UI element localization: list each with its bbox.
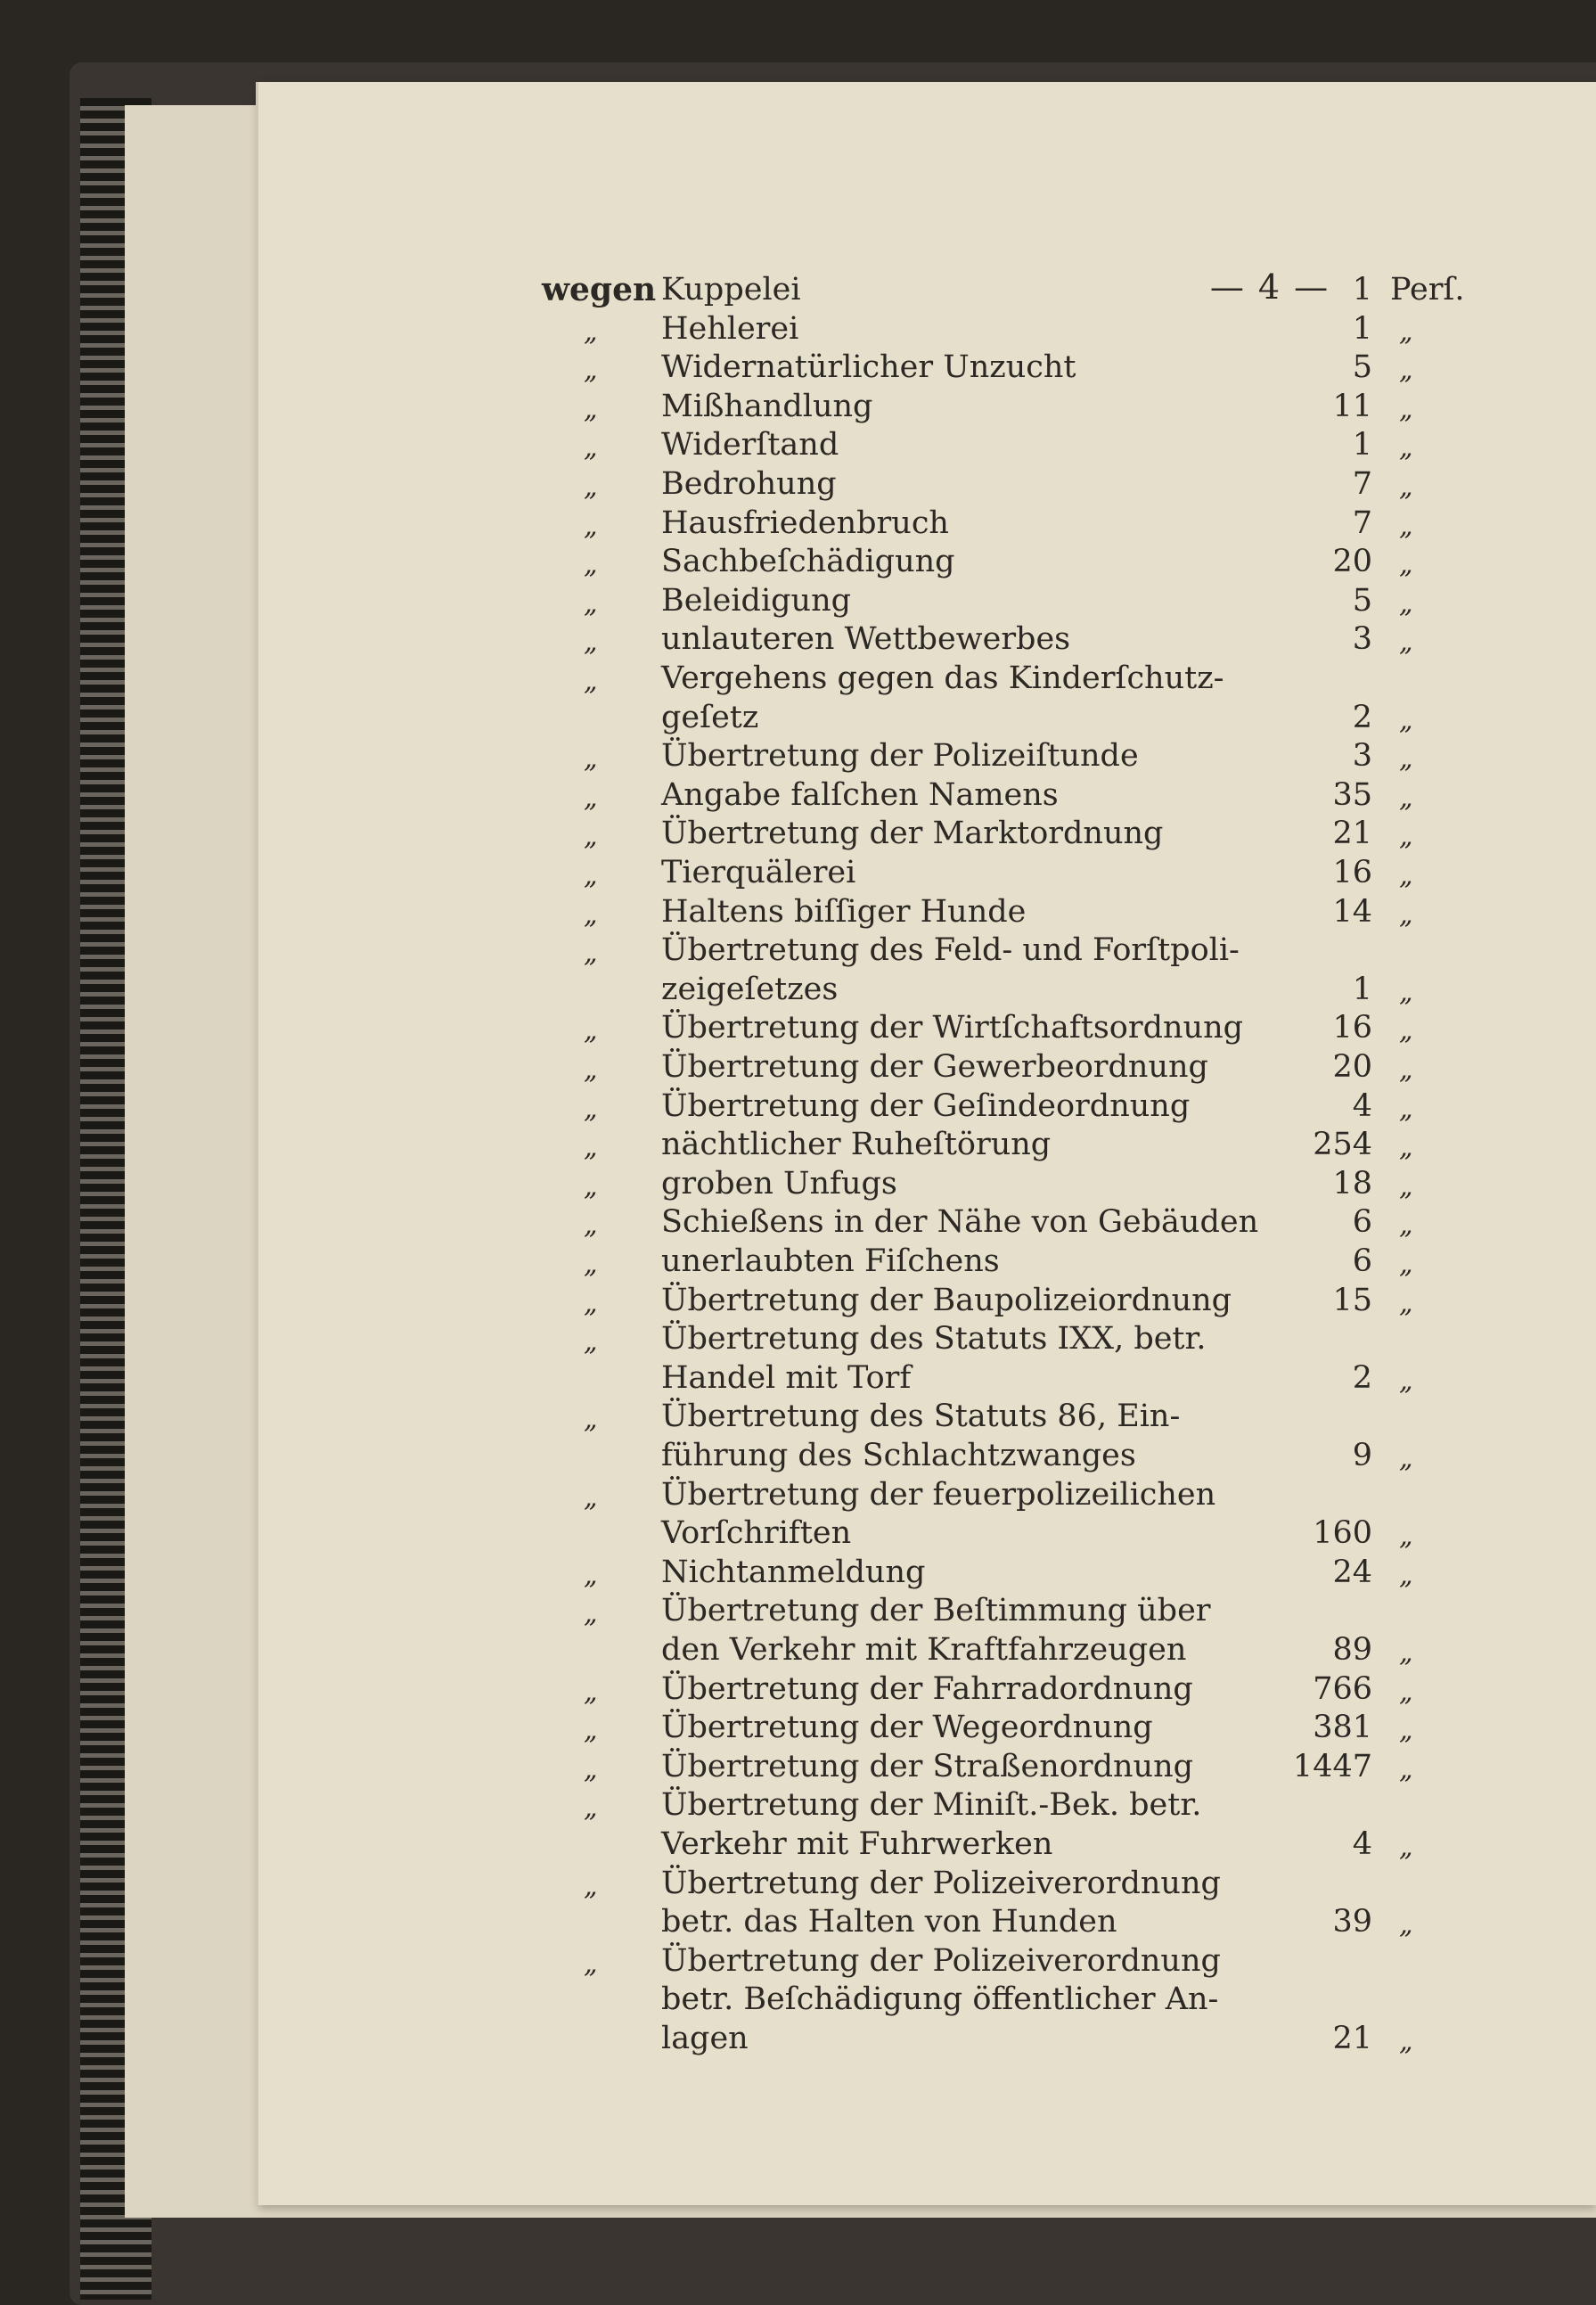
offense-entry: [258, 1864, 1596, 1941]
offense-text: Beleidigung: [661, 582, 852, 619]
offense-count: 1: [1352, 971, 1372, 1007]
offense-count: 1: [1352, 272, 1372, 308]
ditto-mark: „: [584, 1948, 598, 1980]
offense-entry: [258, 1164, 1596, 1203]
offense-text: Übertretung der Geſindeordnung: [661, 1087, 1191, 1124]
persons-unit: Perſ.: [1390, 272, 1465, 308]
offense-text: Vergehens gegen das Kinderſchutz-: [661, 660, 1224, 696]
offense-count: 3: [1352, 621, 1372, 658]
unit-ditto-mark: „: [1399, 549, 1413, 581]
unit-ditto-mark: „: [1399, 1287, 1413, 1319]
ditto-mark: „: [584, 1054, 598, 1086]
unit-ditto-mark: „: [1399, 1559, 1413, 1591]
unit-ditto-mark: „: [1399, 472, 1413, 503]
offense-count: 21: [1332, 816, 1372, 852]
unit-ditto-mark: „: [1399, 2025, 1413, 2057]
unit-ditto-mark: „: [1399, 1210, 1413, 1242]
ditto-mark: „: [584, 938, 598, 970]
offense-count: 11: [1332, 388, 1372, 424]
offense-text: Übertretung der Gewerbeordnung: [661, 1049, 1208, 1085]
offense-count: 18: [1332, 1165, 1372, 1202]
ditto-mark: „: [584, 627, 598, 659]
offense-count: 2: [1352, 699, 1372, 735]
unit-ditto-mark: „: [1399, 510, 1413, 542]
offense-text: Übertretung des Statuts 86, Ein-: [661, 1399, 1181, 1435]
offense-count: 35: [1332, 776, 1372, 813]
offense-count: 254: [1313, 1127, 1372, 1163]
offense-entry: [258, 504, 1596, 543]
ditto-mark: „: [584, 1676, 598, 1708]
unit-ditto-mark: „: [1399, 355, 1413, 387]
ditto-mark: „: [584, 743, 598, 775]
offense-text: betr. das Halten von Hunden: [661, 1904, 1117, 1940]
offense-entry: [258, 1319, 1596, 1397]
ditto-mark: „: [584, 1287, 598, 1319]
offense-count: 4: [1352, 1087, 1372, 1124]
offense-text: unlauteren Wettbewerbes: [661, 621, 1071, 658]
offense-text: Übertretung des Statuts IXX, betr.: [661, 1321, 1207, 1358]
unit-ditto-mark: „: [1399, 743, 1413, 775]
offense-text: Übertretung der Polizeiverordnung: [661, 1865, 1221, 1901]
offense-text: Schießens in der Nähe von Gebäuden: [661, 1204, 1259, 1241]
offense-text: geſetz: [661, 699, 759, 735]
offense-entry: [258, 387, 1596, 426]
offense-count: 14: [1332, 893, 1372, 930]
offense-count: 381: [1313, 1710, 1372, 1746]
offense-count: 15: [1332, 1282, 1372, 1318]
unit-ditto-mark: „: [1399, 1636, 1413, 1669]
ditto-mark: „: [584, 1210, 598, 1242]
offense-entry: [258, 619, 1596, 659]
offense-text: lagen: [661, 2020, 749, 2056]
document-page: [258, 82, 1596, 2205]
offense-text: zeigeſetzes: [661, 971, 839, 1007]
unit-ditto-mark: „: [1399, 704, 1413, 736]
offense-count: 89: [1332, 1631, 1372, 1668]
offense-entry: [258, 892, 1596, 931]
offense-text: Übertretung des Feld- und Forſtpoli-: [661, 932, 1240, 969]
ditto-mark: „: [584, 821, 598, 853]
offense-entry: [258, 1747, 1596, 1786]
offense-entry: [258, 1669, 1596, 1709]
offense-count: 24: [1332, 1554, 1372, 1590]
offense-text: betr. Beſchädigung öffentlicher An-: [661, 1981, 1219, 2018]
offense-text: Sachbeſchädigung: [661, 544, 955, 580]
offense-count: 1: [1352, 310, 1372, 347]
offense-count: 1447: [1292, 1748, 1372, 1784]
offense-entry: [258, 931, 1596, 1008]
offense-count: 9: [1352, 1437, 1372, 1473]
offense-text: Mißhandlung: [661, 388, 873, 424]
offense-text: Nichtanmeldung: [661, 1554, 926, 1590]
offense-text: Handel mit Torf: [661, 1359, 912, 1396]
offense-text: Widerſtand: [661, 427, 839, 463]
unit-ditto-mark: „: [1399, 860, 1413, 891]
unit-ditto-mark: „: [1399, 587, 1413, 619]
offense-count: 7: [1352, 504, 1372, 541]
offense-entry: [258, 1475, 1596, 1553]
unit-ditto-mark: „: [1399, 1015, 1413, 1047]
unit-ditto-mark: „: [1399, 898, 1413, 931]
ditto-mark: „: [584, 666, 598, 697]
ditto-mark: „: [584, 472, 598, 503]
ditto-mark: „: [584, 1559, 598, 1591]
offense-text: Angabe falſchen Namens: [661, 776, 1059, 813]
offense-count: 20: [1332, 544, 1372, 580]
offense-entry: [258, 425, 1596, 464]
offense-count: 1: [1352, 427, 1372, 463]
unit-ditto-mark: „: [1399, 1170, 1413, 1202]
offense-entry: [258, 736, 1596, 775]
ditto-mark: „: [584, 1481, 598, 1513]
unit-ditto-mark: „: [1399, 1909, 1413, 1941]
offense-text: unerlaubten Fiſchens: [661, 1243, 1000, 1279]
unit-ditto-mark: „: [1399, 1132, 1413, 1164]
ditto-mark: „: [584, 1792, 598, 1825]
ditto-mark: „: [584, 1093, 598, 1125]
offense-text: Bedrohung: [661, 466, 837, 502]
offense-count: 39: [1332, 1904, 1372, 1940]
offense-entry: [258, 1047, 1596, 1087]
unit-ditto-mark: „: [1399, 976, 1413, 1008]
offense-entry: [258, 1785, 1596, 1863]
offense-text: Übertretung der Wirtſchaftsordnung: [661, 1010, 1244, 1046]
offense-entry: [258, 659, 1596, 736]
offense-count: 6: [1352, 1204, 1372, 1241]
offense-text: Übertretung der Baupolizeiordnung: [661, 1282, 1232, 1318]
offense-text: den Verkehr mit Kraftfahrzeugen: [661, 1631, 1187, 1668]
offense-text: Verkehr mit Fuhrwerken: [661, 1825, 1053, 1862]
unit-ditto-mark: „: [1399, 1365, 1413, 1397]
offense-count: 20: [1332, 1049, 1372, 1085]
wegen-label: wegen: [542, 271, 657, 308]
offense-text: Übertretung der Straßenordnung: [661, 1748, 1194, 1784]
offense-count: 3: [1352, 738, 1372, 775]
offense-entry: [258, 1125, 1596, 1164]
ditto-mark: „: [584, 1715, 598, 1747]
offense-entry: [258, 1087, 1596, 1126]
ditto-mark: „: [584, 587, 598, 619]
offense-text: Übertretung der Polizeiverordnung: [661, 1942, 1221, 1979]
offense-count: 7: [1352, 466, 1372, 502]
offense-text: Übertretung der Fahrradordnung: [661, 1670, 1193, 1707]
offense-entry: [258, 853, 1596, 892]
unit-ditto-mark: „: [1399, 782, 1413, 814]
unit-ditto-mark: „: [1399, 393, 1413, 425]
offense-text: Übertretung der Marktordnung: [661, 816, 1164, 852]
ditto-mark: „: [584, 1132, 598, 1164]
offense-text: Hehlerei: [661, 310, 799, 347]
ditto-mark: „: [584, 1404, 598, 1436]
offense-entry: [258, 1553, 1596, 1592]
ditto-mark: „: [584, 860, 598, 891]
offense-text: Übertretung der feuerpolizeilichen: [661, 1476, 1216, 1513]
offense-text: Übertretung der Beſtimmung über: [661, 1593, 1211, 1629]
offense-text: nächtlicher Ruheſtörung: [661, 1127, 1052, 1163]
offense-text: Übertretung der Wegeordnung: [661, 1710, 1153, 1746]
ditto-mark: „: [584, 1598, 598, 1630]
offense-text: groben Unfugs: [661, 1165, 897, 1202]
ditto-mark: „: [584, 1170, 598, 1202]
unit-ditto-mark: „: [1399, 1093, 1413, 1125]
ditto-mark: „: [584, 1015, 598, 1047]
offense-text: Tierquälerei: [661, 855, 856, 890]
offense-count: 5: [1352, 582, 1372, 619]
ditto-mark: „: [584, 355, 598, 387]
offense-entry: [258, 1397, 1596, 1474]
unit-ditto-mark: „: [1399, 1442, 1413, 1474]
ditto-mark: „: [584, 1753, 598, 1785]
unit-ditto-mark: „: [1399, 1753, 1413, 1785]
unit-ditto-mark: „: [1399, 316, 1413, 348]
ditto-mark: „: [584, 1326, 598, 1358]
offense-count: 16: [1332, 1010, 1372, 1046]
offense-count: 2: [1352, 1359, 1372, 1396]
unit-ditto-mark: „: [1399, 1249, 1413, 1280]
unit-ditto-mark: „: [1399, 432, 1413, 464]
offense-count: 16: [1332, 855, 1372, 890]
offense-count: 5: [1352, 349, 1372, 386]
offense-entry: [258, 1281, 1596, 1320]
offense-text: Widernatürlicher Unzucht: [661, 349, 1076, 386]
offense-entry: [258, 814, 1596, 853]
offense-text: Übertretung der Polizeiſtunde: [661, 738, 1139, 775]
offense-text: Hausfriedenbruch: [661, 504, 949, 541]
offense-text: Haltens biſſiger Hunde: [661, 893, 1027, 930]
offense-count: 766: [1313, 1670, 1372, 1707]
offense-text: führung des Schlachtzwanges: [661, 1437, 1136, 1473]
ditto-mark: „: [584, 432, 598, 464]
unit-ditto-mark: „: [1399, 1521, 1413, 1553]
page-number: — 4 —: [1209, 267, 1330, 307]
offense-text: Vorſchriften: [661, 1515, 852, 1552]
ditto-mark: „: [584, 316, 598, 348]
unit-ditto-mark: „: [1399, 1715, 1413, 1747]
offense-entry: [258, 775, 1596, 815]
unit-ditto-mark: „: [1399, 1831, 1413, 1863]
offense-entry: [258, 1242, 1596, 1281]
offense-count: 160: [1313, 1515, 1372, 1552]
offense-entry: [258, 542, 1596, 581]
offense-entry: [258, 1941, 1596, 2058]
offense-count: 6: [1352, 1243, 1372, 1279]
ditto-mark: „: [584, 898, 598, 931]
offense-entry: [258, 464, 1596, 504]
offense-entry: [258, 1708, 1596, 1747]
ditto-mark: „: [584, 1870, 598, 1902]
offense-count: 4: [1352, 1825, 1372, 1862]
ditto-mark: „: [584, 393, 598, 425]
offense-entry: [258, 309, 1596, 349]
offense-entry: [258, 1202, 1596, 1242]
unit-ditto-mark: „: [1399, 821, 1413, 853]
ditto-mark: „: [584, 1249, 598, 1280]
offense-entry: [258, 1591, 1596, 1669]
offense-text: Übertretung der Miniſt.-Bek. betr.: [661, 1787, 1202, 1824]
unit-ditto-mark: „: [1399, 1054, 1413, 1086]
unit-ditto-mark: „: [1399, 627, 1413, 659]
ditto-mark: „: [584, 549, 598, 581]
offense-entry: [258, 348, 1596, 387]
unit-ditto-mark: „: [1399, 1676, 1413, 1708]
offense-count: 21: [1332, 2020, 1372, 2056]
offense-text: Kuppelei: [661, 272, 801, 308]
ditto-mark: „: [584, 510, 598, 542]
offense-entry: [258, 581, 1596, 620]
offense-entry: [258, 1008, 1596, 1047]
offense-entry: [258, 270, 1596, 309]
ditto-mark: „: [584, 782, 598, 814]
